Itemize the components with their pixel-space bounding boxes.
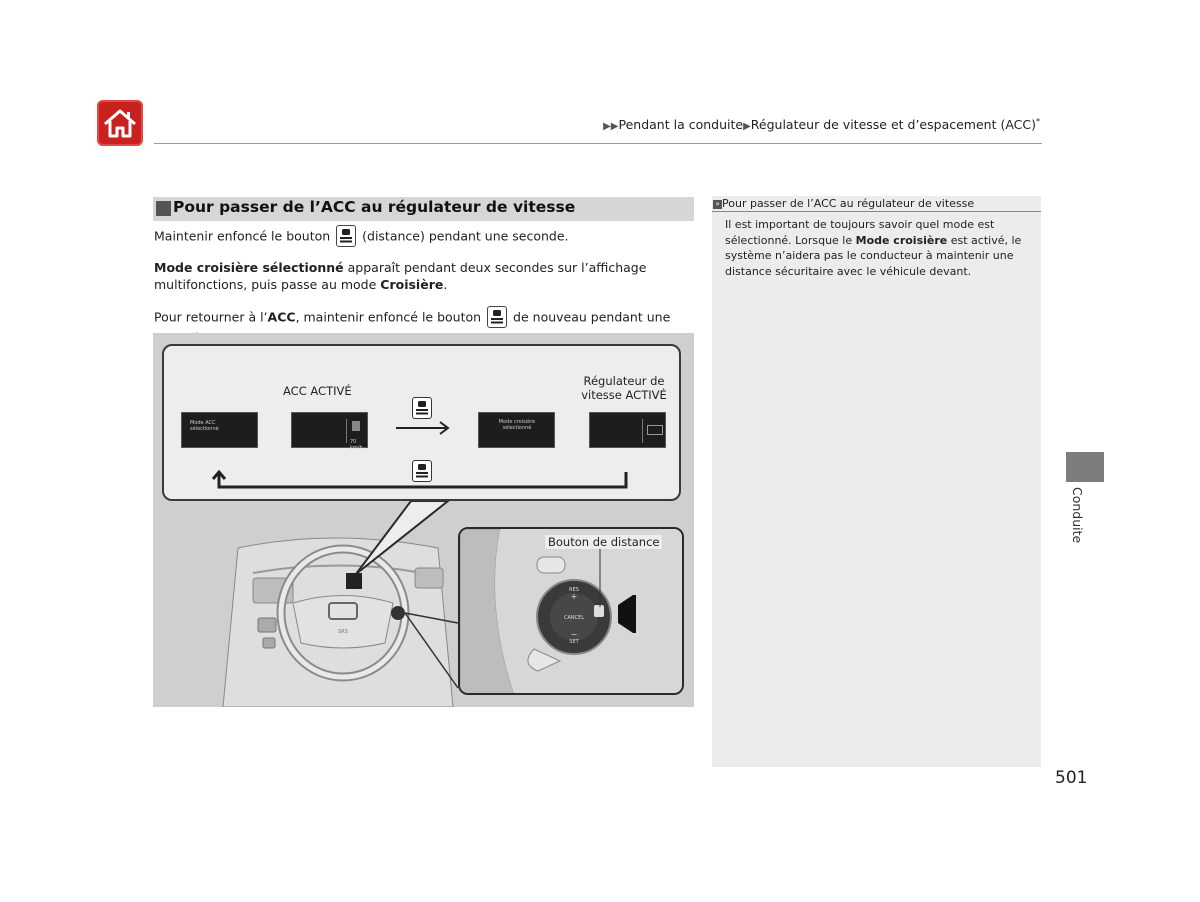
section-heading (153, 197, 694, 221)
display-cruise-text: Mode croisière sélectionné (498, 419, 536, 431)
breadcrumb-arrow-icon: ▶▶ (603, 121, 619, 133)
chapter-label: Conduite (1070, 487, 1085, 544)
cruise-active-label: Régulateur de vitesse ACTIVÉ (581, 374, 667, 402)
set-minus-label: − (570, 630, 578, 639)
display-speed: 70 km/h (350, 439, 363, 451)
note-text-end: est activé, le système n’aidera pas le conducteur à maintenir une distance sécuritaire avec le véhicule devant. (725, 233, 1022, 278)
breadcrumb (603, 117, 1040, 132)
svg-text:SRS: SRS (338, 629, 348, 635)
section-title: Pour passer de l’ACC au régulateur de vitesse (173, 198, 576, 216)
steering-controls-drawing (460, 529, 684, 695)
note-panel (712, 196, 1041, 767)
res-label: RES (569, 587, 579, 593)
header-divider (154, 143, 1042, 144)
p3-text: Pour retourner à l’ (154, 309, 268, 325)
distance-button-icon (336, 225, 356, 247)
breadcrumb-asterisk: * (1036, 117, 1040, 126)
p3-text-mid: , maintenir enfoncé le bouton (295, 309, 482, 325)
croisiere-term: Croisière (380, 277, 444, 292)
dashboard-illustration (153, 333, 694, 707)
mode-croisiere-term: Mode croisière sélectionné (154, 260, 344, 275)
note-title (713, 197, 974, 210)
acc-active-label: ACC ACTIVÉ (283, 384, 352, 398)
steering-control-zoom (458, 527, 684, 695)
set-label: SET (569, 639, 579, 645)
note-text (725, 217, 1033, 279)
p1-text: Maintenir enfoncé le bouton (154, 228, 331, 244)
mode-switch-diagram (162, 344, 681, 501)
note-title-text: Pour passer de l’ACC au régulateur de vitesse (722, 197, 975, 210)
distance-button-callout: Bouton de distance (545, 535, 662, 549)
note-divider (712, 211, 1041, 212)
note-ref-icon: » (713, 200, 722, 209)
breadcrumb-current: Régulateur de vitesse et d’espacement (ACC) (750, 117, 1036, 133)
p3-text-end: de nouveau pendant une (513, 309, 671, 325)
cancel-label: CANCEL (563, 615, 585, 621)
p2-text: apparaît pendant deux secondes sur l’affichage multifonctions, puis passe au mode (154, 260, 647, 292)
paragraph-1 (154, 226, 694, 248)
p2-end: . (443, 277, 448, 292)
home-icon (97, 100, 143, 146)
flow-arrows (164, 346, 679, 499)
chapter-tab[interactable] (1066, 452, 1104, 482)
res-plus-label: + (570, 592, 578, 601)
distance-button-icon (487, 306, 507, 328)
section-square-icon (156, 201, 171, 216)
acc-term: ACC (267, 309, 296, 325)
note-text-part: Il est important de toujours savoir quel mode est sélectionné. Lorsque le (725, 218, 995, 247)
home-button[interactable] (97, 100, 143, 146)
breadcrumb-arrow-icon: ▶ (743, 121, 751, 133)
display-acc-text: Mode ACC sélectionné (190, 420, 219, 432)
p1-text-end: (distance) pendant une seconde. (362, 228, 569, 244)
paragraph-2 (154, 259, 694, 293)
breadcrumb-link-conduite[interactable]: Pendant la conduite (618, 117, 744, 133)
page-number: 501 (1055, 768, 1088, 788)
note-bold-term: Mode croisière (855, 233, 948, 247)
